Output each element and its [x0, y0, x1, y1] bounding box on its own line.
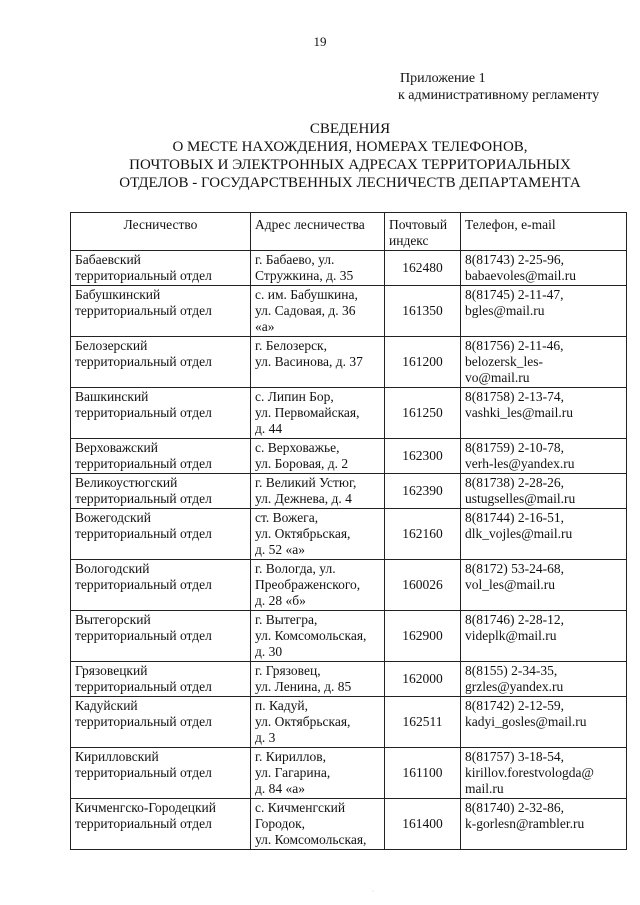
address-cell-line: г. Белозерск,	[255, 338, 327, 353]
address-cell	[251, 509, 385, 560]
address-cell-line: ул. Ленина, д. 85	[255, 679, 352, 694]
forestry-name-cell-line: Вологодский	[75, 561, 150, 576]
address-cell-line: д. 84 «а»	[255, 781, 305, 796]
header-postal-index	[385, 213, 461, 251]
contacts-cell-line: 8(81745) 2-11-47,	[465, 287, 564, 302]
forestry-name-cell-line: Вашкинский	[75, 389, 149, 404]
contacts-cell	[461, 388, 627, 439]
forestry-name-cell	[71, 251, 251, 286]
postal-index-cell: 161100	[385, 748, 461, 799]
table-row	[71, 509, 627, 560]
address-cell-line: д. 3	[255, 730, 276, 745]
contacts-cell-line: 8(81757) 3-18-54,	[465, 749, 564, 764]
address-cell-line: Стружкина, д. 35	[255, 268, 354, 283]
title-line-1: СВЕДЕНИЯ	[309, 121, 391, 137]
address-cell-line: ул. Садовая, д. 36	[255, 303, 356, 318]
contacts-cell-line: babaevoles@mail.ru	[465, 268, 577, 283]
contacts-cell-line: 8(8155) 2-34-35,	[465, 663, 558, 678]
contacts-cell-line: k-gorlesn@rambler.ru	[465, 816, 585, 831]
contacts-cell-line: 8(81759) 2-10-78,	[465, 440, 564, 455]
contacts-cell-line: grzles@yandex.ru	[465, 679, 564, 694]
address-cell-line: г. Вытегра,	[255, 612, 318, 627]
table-row	[71, 388, 627, 439]
address-cell-line: ул. Комсомольская,	[255, 628, 367, 643]
table-row	[71, 662, 627, 697]
forestry-name-cell-line: территориальный отдел	[75, 303, 212, 318]
contacts-cell-line: vo@mail.ru	[465, 370, 530, 385]
header-postal-index-line-2: индекс	[389, 233, 429, 248]
address-cell	[251, 388, 385, 439]
forestry-name-cell-line: территориальный отдел	[75, 679, 212, 694]
appendix-note	[398, 70, 599, 104]
forestry-name-cell-line: территориальный отдел	[75, 765, 212, 780]
contacts-cell	[461, 611, 627, 662]
table-row	[71, 748, 627, 799]
contacts-cell-line: 8(81758) 2-13-74,	[465, 389, 564, 404]
forestry-name-cell-line: территориальный отдел	[75, 526, 212, 541]
table-row	[71, 286, 627, 337]
table-row	[71, 799, 627, 850]
title-line-2: О МЕСТЕ НАХОЖДЕНИЯ, НОМЕРАХ ТЕЛЕФОНОВ,	[172, 139, 528, 155]
contacts-cell-line: 8(81744) 2-16-51,	[465, 510, 564, 525]
forestry-name-cell-line: Вожегодский	[75, 510, 151, 525]
address-cell	[251, 560, 385, 611]
postal-index-cell: 162900	[385, 611, 461, 662]
postal-index-cell: 162300	[385, 439, 461, 474]
address-cell-line: Преображенского,	[255, 577, 361, 592]
table-row	[71, 474, 627, 509]
address-cell-line: с. Липин Бор,	[255, 389, 334, 404]
table-row	[71, 560, 627, 611]
postal-index-cell: 162000	[385, 662, 461, 697]
appendix-line-2: к административному регламенту	[398, 88, 600, 103]
address-cell-line: с. Кичменгский	[255, 800, 346, 815]
table-row	[71, 439, 627, 474]
address-cell-line: ул. Октябрьская,	[255, 714, 351, 729]
contacts-cell-line: 8(8172) 53-24-68,	[465, 561, 564, 576]
address-cell	[251, 286, 385, 337]
forestry-name-cell-line: территориальный отдел	[75, 714, 212, 729]
document-title	[60, 120, 640, 192]
contacts-cell-line: 8(81746) 2-28-12,	[465, 612, 564, 627]
appendix-line-1: Приложение 1	[400, 71, 486, 86]
forestry-name-cell	[71, 474, 251, 509]
postal-index-cell: 161350	[385, 286, 461, 337]
header-forestry: Лесничество	[71, 213, 251, 251]
contacts-cell	[461, 251, 627, 286]
header-contacts: Телефон, e-mail	[461, 213, 627, 251]
address-cell	[251, 439, 385, 474]
postal-index-cell: 161200	[385, 337, 461, 388]
address-cell-line: Городок,	[255, 816, 306, 831]
table-header-row	[71, 213, 627, 251]
forestry-name-cell	[71, 509, 251, 560]
address-cell	[251, 748, 385, 799]
contacts-cell-line: 8(81738) 2-28-26,	[465, 475, 564, 490]
forestry-name-cell-line: территориальный отдел	[75, 354, 212, 369]
address-cell	[251, 611, 385, 662]
address-cell-line: г. Кириллов,	[255, 749, 326, 764]
contacts-cell-line: belozersk_les-	[465, 354, 543, 369]
contacts-cell-line: videplk@mail.ru	[465, 628, 557, 643]
header-postal-index-line-1: Почтовый	[389, 217, 448, 232]
address-cell-line: ул. Боровая, д. 2	[255, 456, 349, 471]
address-cell-line: г. Грязовец,	[255, 663, 321, 678]
address-cell-line: ул. Дежнева, д. 4	[255, 491, 352, 506]
forestry-name-cell-line: территориальный отдел	[75, 405, 212, 420]
scan-dot: ·	[372, 889, 374, 895]
forestry-name-cell-line: Кадуйский	[75, 698, 138, 713]
forestry-name-cell-line: территориальный отдел	[75, 577, 212, 592]
contacts-cell	[461, 748, 627, 799]
forestry-name-cell	[71, 388, 251, 439]
address-cell	[251, 799, 385, 850]
forestry-name-cell	[71, 337, 251, 388]
forestry-name-cell	[71, 697, 251, 748]
address-cell	[251, 251, 385, 286]
contacts-cell	[461, 474, 627, 509]
address-cell-line: «а»	[255, 319, 275, 334]
contacts-cell	[461, 560, 627, 611]
table-row	[71, 337, 627, 388]
address-cell-line: ул. Васинова, д. 37	[255, 354, 363, 369]
contacts-cell-line: ustugselles@mail.ru	[465, 491, 576, 506]
address-cell-line: г. Вологда, ул.	[255, 561, 336, 576]
address-cell-line: ул. Гагарина,	[255, 765, 331, 780]
contacts-cell-line: 8(81740) 2-32-86,	[465, 800, 564, 815]
forestry-name-cell	[71, 560, 251, 611]
title-line-4: ОТДЕЛОВ - ГОСУДАРСТВЕННЫХ ЛЕСНИЧЕСТВ ДЕПАРТАМЕНТА	[119, 175, 581, 191]
postal-index-cell: 162511	[385, 697, 461, 748]
postal-index-cell: 162480	[385, 251, 461, 286]
address-cell-line: ул. Первомайская,	[255, 405, 360, 420]
contacts-cell-line: vashki_les@mail.ru	[465, 405, 574, 420]
postal-index-cell: 161250	[385, 388, 461, 439]
page-number: 19	[313, 34, 327, 49]
address-cell-line: д. 52 «а»	[255, 542, 305, 557]
address-cell-line: д. 30	[255, 644, 283, 659]
address-cell	[251, 662, 385, 697]
forestry-name-cell-line: территориальный отдел	[75, 628, 212, 643]
address-cell-line: с. им. Бабушкина,	[255, 287, 358, 302]
contacts-cell-line: 8(81743) 2-25-96,	[465, 252, 564, 267]
contacts-cell	[461, 337, 627, 388]
address-cell-line: с. Верховажье,	[255, 440, 340, 455]
address-cell-line: г. Бабаево, ул.	[255, 252, 335, 267]
forestry-name-cell-line: Великоустюгский	[75, 475, 178, 490]
forestry-name-cell-line: Кичменгско-Городецкий	[75, 800, 216, 815]
postal-index-cell: 161400	[385, 799, 461, 850]
address-cell	[251, 697, 385, 748]
contacts-cell-line: kirillov.forestvologda@	[465, 765, 594, 780]
forestry-name-cell-line: Грязовецкий	[75, 663, 148, 678]
contacts-cell-line: dlk_vojles@mail.ru	[465, 526, 573, 541]
forestry-name-cell-line: территориальный отдел	[75, 268, 212, 283]
table-row	[71, 251, 627, 286]
header-address: Адрес лесничества	[251, 213, 385, 251]
contacts-cell	[461, 799, 627, 850]
contacts-cell	[461, 286, 627, 337]
contacts-cell	[461, 439, 627, 474]
address-cell-line: ул. Октябрьская,	[255, 526, 351, 541]
postal-index-cell: 160026	[385, 560, 461, 611]
forestry-name-cell	[71, 286, 251, 337]
title-line-3: ПОЧТОВЫХ И ЭЛЕКТРОННЫХ АДРЕСАХ ТЕРРИТОРИАЛЬНЫХ	[129, 157, 571, 173]
forestry-table	[70, 212, 627, 850]
table-row	[71, 697, 627, 748]
forestry-name-cell	[71, 799, 251, 850]
forestry-name-cell-line: территориальный отдел	[75, 491, 212, 506]
address-cell-line: г. Великий Устюг,	[255, 475, 357, 490]
address-cell-line: ст. Вожега,	[255, 510, 319, 525]
address-cell-line: д. 28 «б»	[255, 593, 306, 608]
address-cell	[251, 474, 385, 509]
forestry-name-cell-line: Бабушкинский	[75, 287, 161, 302]
address-cell-line: ул. Комсомольская,	[255, 832, 367, 847]
contacts-cell-line: bgles@mail.ru	[465, 303, 545, 318]
forestry-name-cell	[71, 439, 251, 474]
contacts-cell	[461, 662, 627, 697]
forestry-name-cell-line: территориальный отдел	[75, 456, 212, 471]
contacts-cell-line: kadyi_gosles@mail.ru	[465, 714, 587, 729]
forestry-name-cell	[71, 662, 251, 697]
forestry-name-cell-line: Вытегорский	[75, 612, 151, 627]
forestry-name-cell-line: Белозерский	[75, 338, 148, 353]
contacts-cell	[461, 697, 627, 748]
address-cell-line: п. Кадуй,	[255, 698, 309, 713]
address-cell-line: д. 44	[255, 421, 283, 436]
table-row	[71, 611, 627, 662]
forestry-name-cell	[71, 748, 251, 799]
contacts-cell-line: 8(81742) 2-12-59,	[465, 698, 564, 713]
contacts-cell-line: 8(81756) 2-11-46,	[465, 338, 564, 353]
postal-index-cell: 162390	[385, 474, 461, 509]
contacts-cell-line: mail.ru	[465, 781, 504, 796]
forestry-name-cell-line: территориальный отдел	[75, 816, 212, 831]
postal-index-cell: 162160	[385, 509, 461, 560]
contacts-cell-line: vol_les@mail.ru	[465, 577, 556, 592]
contacts-cell	[461, 509, 627, 560]
forestry-name-cell	[71, 611, 251, 662]
forestry-name-cell-line: Верховажский	[75, 440, 159, 455]
contacts-cell-line: verh-les@yandex.ru	[465, 456, 575, 471]
forestry-name-cell-line: Кирилловский	[75, 749, 159, 764]
forestry-name-cell-line: Бабаевский	[75, 252, 141, 267]
address-cell	[251, 337, 385, 388]
